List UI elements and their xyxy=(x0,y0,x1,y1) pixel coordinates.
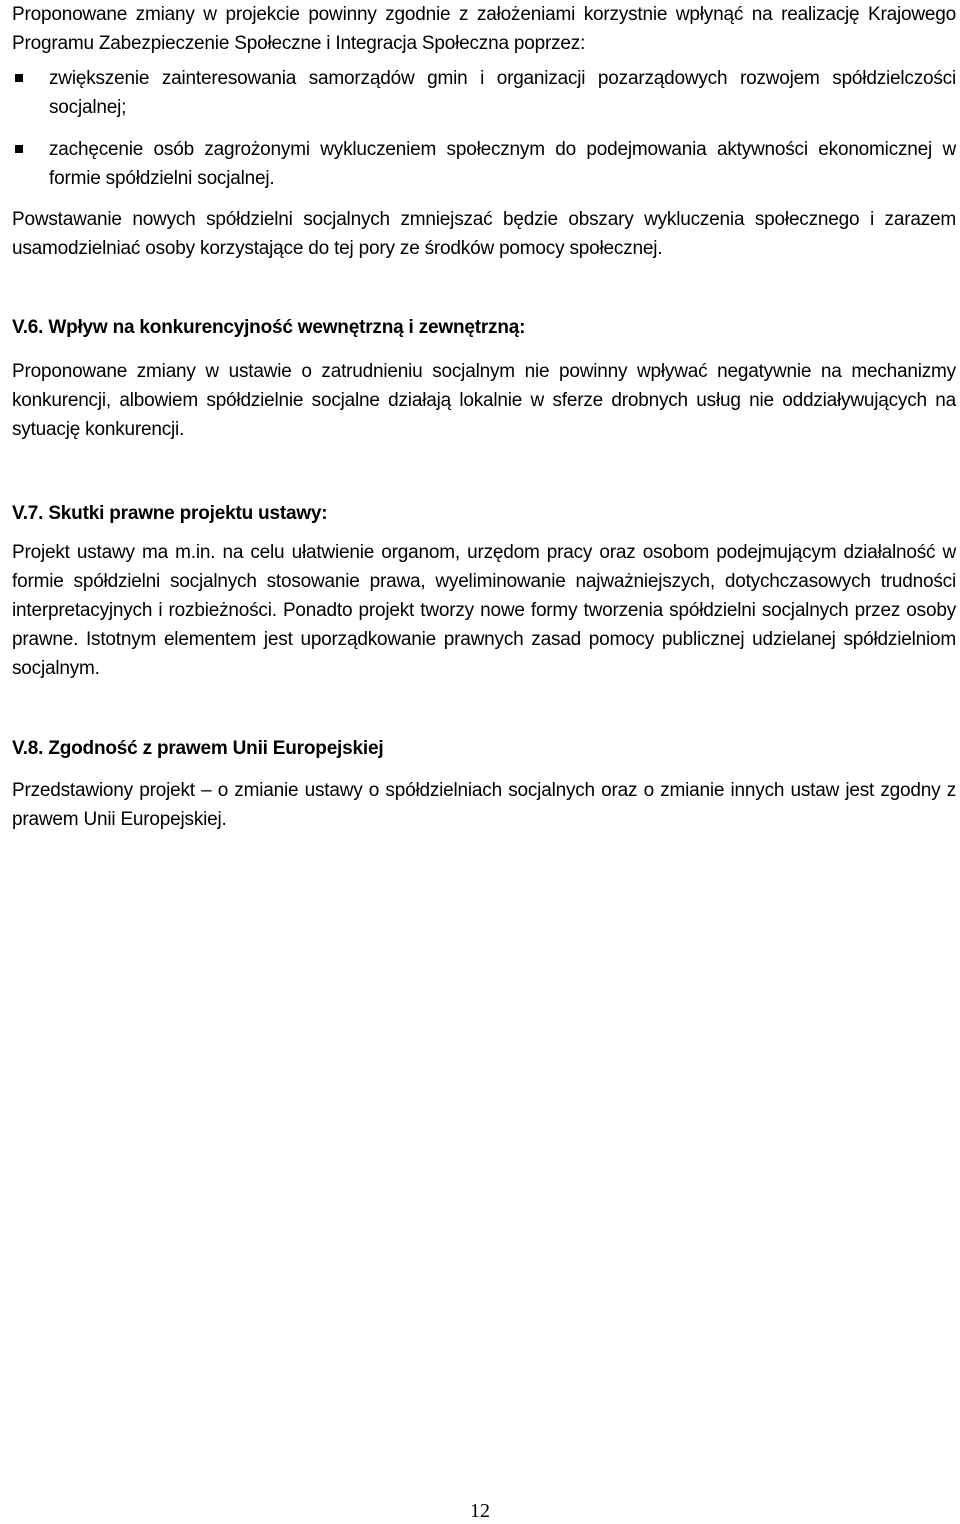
section-text-v7: Projekt ustawy ma m.in. na celu ułatwienie organom, urzędom pracy oraz osobom podejmującym działalność w formie spółdzielni socjalnych stosowanie prawa, wyeliminowanie najważniejszych, dotychczasowych trudności interpretacyjnych i rozbieżności. Ponadto projekt tworzy nowe formy tworzenia spółdzielni socjalnych przez osoby prawne. Istotnym elementem jest uporządkowanie prawnych zasad pomocy publicznej udzielanej spółdzielniom socjalnym. xyxy=(12,542,956,679)
square-bullet-icon xyxy=(15,145,23,153)
square-bullet-icon xyxy=(15,74,23,82)
bullet-text: zachęcenie osób zagrożonymi wykluczeniem społecznym do podejmowania aktywności ekonomicznej w formie spółdzielni socjalnej. xyxy=(49,139,956,189)
list-item xyxy=(12,135,956,193)
section-text-v6: Proponowane zmiany w ustawie o zatrudnieniu socjalnym nie powinny wpływać negatywnie na mechanizmy konkurencji, albowiem spółdzielnie socjalne działają lokalnie w sferze drobnych usług nie oddziaływujących na sytuację konkurencji. xyxy=(12,361,956,440)
section-text-v8: Przedstawiony projekt – o zmianie ustawy o spółdzielniach socjalnych oraz o zmianie innych ustaw jest zgodny z prawem Unii Europejskiej. xyxy=(12,780,956,830)
paragraph-2: Powstawanie nowych spółdzielni socjalnych zmniejszać będzie obszary wykluczenia społecznego i zarazem usamodzielniać osoby korzystające do tej pory ze środków pomocy społecznej. xyxy=(12,209,956,259)
intro-paragraph: Proponowane zmiany w projekcie powinny zgodnie z założeniami korzystnie wpłynąć na realizację Krajowego Programu Zabezpieczenie Społeczne i Integracja Społeczna poprzez: xyxy=(12,4,956,54)
section-heading-v6: V.6. Wpływ na konkurencyjność wewnętrzną i zewnętrzną: xyxy=(12,317,526,338)
section-heading-v8: V.8. Zgodność z prawem Unii Europejskiej xyxy=(12,738,384,759)
page-number: 12 xyxy=(470,1500,490,1522)
bullet-text: zwiększenie zainteresowania samorządów gmin i organizacji pozarządowych rozwojem spółdzielczości socjalnej; xyxy=(49,68,956,118)
bullet-list xyxy=(12,64,956,193)
list-item xyxy=(12,64,956,122)
section-heading-v7: V.7. Skutki prawne projektu ustawy: xyxy=(12,503,328,524)
